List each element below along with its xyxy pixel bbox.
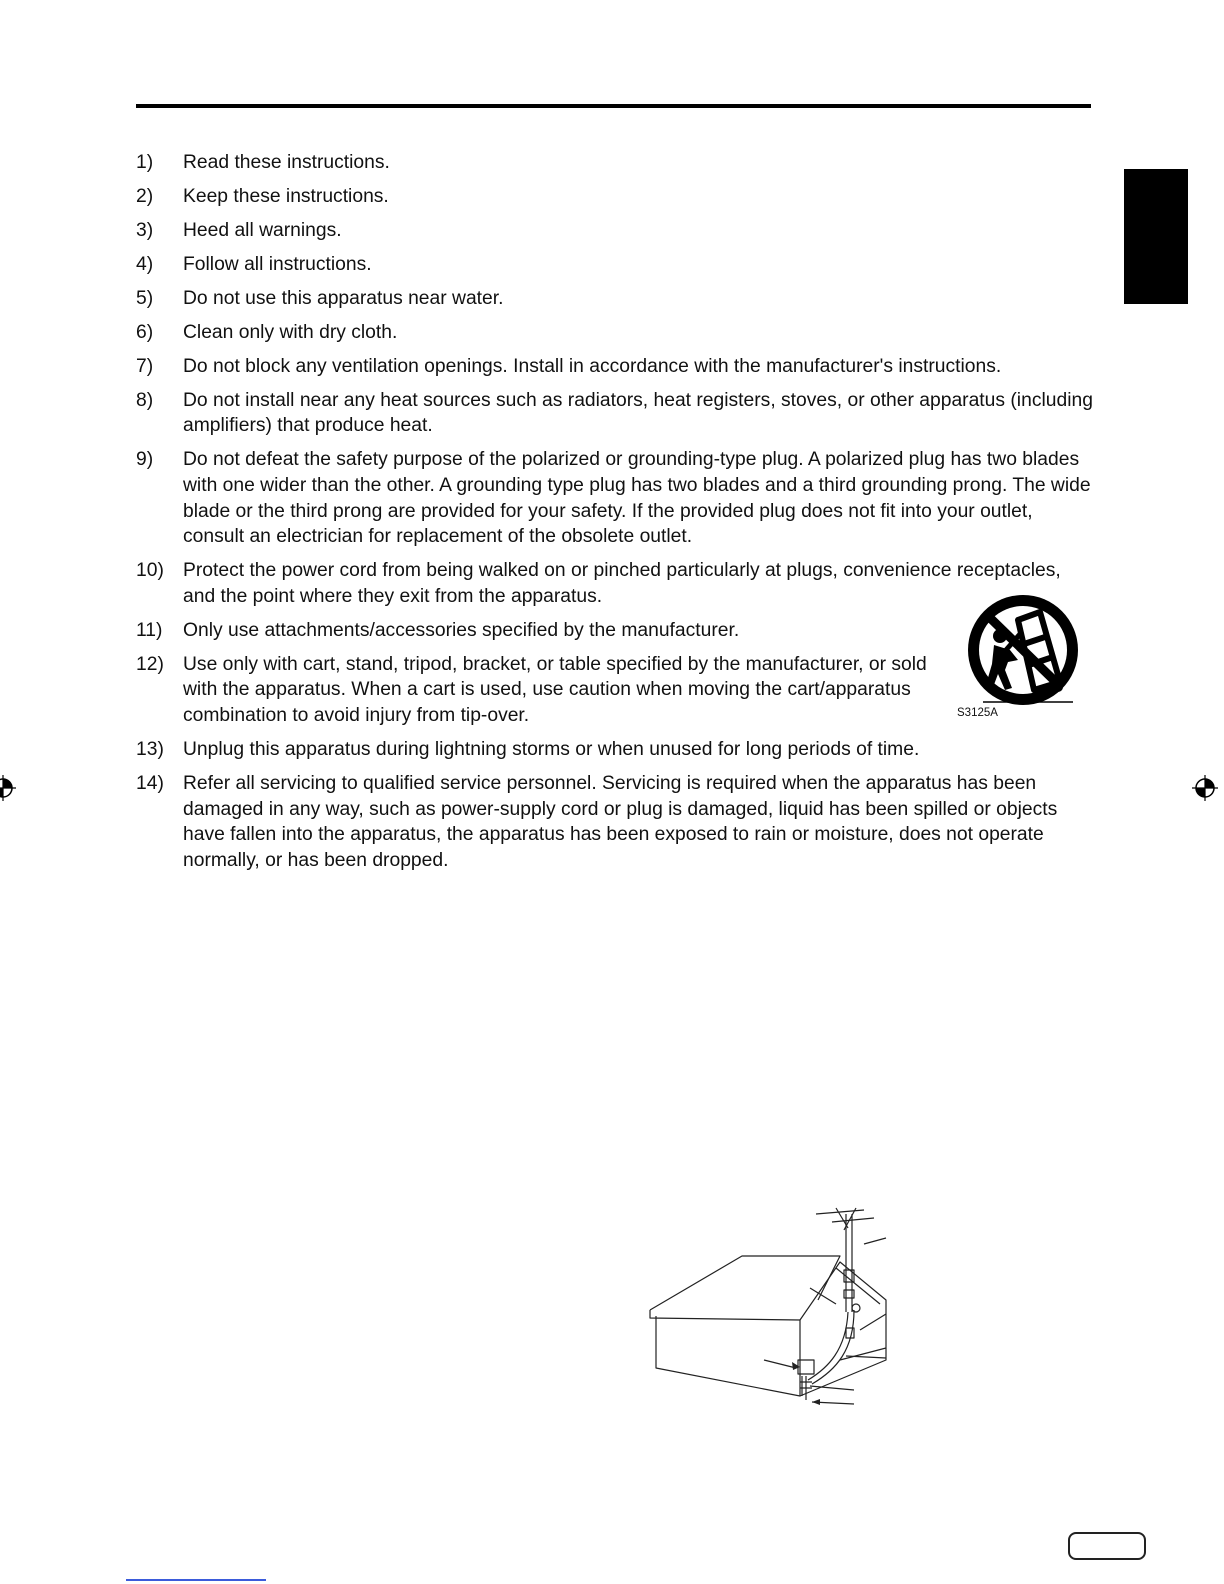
instruction-number: 4) [136, 253, 154, 275]
instruction-text: Keep these instructions. [183, 185, 389, 207]
language-side-tab [1124, 169, 1188, 304]
instruction-text: Use only with cart, stand, tripod, bracket, or table specified by the manufacturer, or sold with the apparatus. When a cart is used, use caution when moving the cart/apparatus combination to avoid injury from tip-over. [183, 653, 927, 726]
instruction-item [136, 252, 1096, 278]
instruction-item [136, 447, 1096, 549]
antenna-grounding-diagram-icon [640, 1200, 900, 1420]
instruction-item [136, 184, 1096, 210]
instruction-text: Unplug this apparatus during lightning storms or when unused for long periods of time. [183, 738, 920, 760]
instruction-text: Refer all servicing to qualified service personnel. Servicing is required when the apparatus has been damaged in any way, such as power-supply cord or plug is damaged, liquid has been spilled or objects have fallen into the apparatus, the apparatus has been exposed to rain or moisture, does not operate normally, or has been dropped. [183, 772, 1058, 871]
instruction-text: Clean only with dry cloth. [183, 321, 398, 343]
instruction-text: Do not install near any heat sources such as radiators, heat registers, stoves, or other apparatus (including amplifiers) that produce heat. [183, 389, 1093, 437]
instruction-number: 2) [136, 185, 154, 207]
instruction-number: 11) [136, 619, 163, 641]
instruction-item [136, 320, 1096, 346]
crosshair-registration-icon [0, 775, 16, 801]
instruction-text: Protect the power cord from being walked on or pinched particularly at plugs, convenience receptacles, and the point where they exit from the apparatus. [183, 560, 1061, 607]
instruction-item [136, 354, 1096, 380]
cart-tip-over-warning-icon [948, 590, 1088, 725]
instruction-item [136, 771, 1096, 873]
instruction-item [136, 388, 1096, 439]
instruction-number: 7) [136, 355, 154, 377]
instruction-number: 1) [136, 152, 154, 173]
instruction-text: Do not use this apparatus near water. [183, 287, 504, 309]
safety-instructions-list [136, 150, 1096, 882]
crosshair-registration-icon [1192, 775, 1218, 801]
instruction-number: 3) [136, 219, 154, 241]
cart-warning-code: S3125A [957, 707, 998, 719]
instruction-number: 9) [136, 449, 154, 471]
instruction-number: 13) [136, 738, 164, 760]
instruction-number: 8) [136, 389, 154, 411]
instruction-text: Read these instructions. [183, 152, 390, 173]
instruction-number: 14) [136, 772, 164, 794]
instruction-item [136, 737, 1096, 763]
instruction-text: Follow all instructions. [183, 253, 372, 275]
instruction-item [136, 150, 1096, 176]
instruction-text: Do not block any ventilation openings. Install in accordance with the manufacturer's instructions. [183, 355, 1002, 377]
instruction-text: Do not defeat the safety purpose of the polarized or grounding-type plug. A polarized plug has two blades with one wider than the other. A grounding type plug has two blades and a third grounding prong. The wide blade or the third prong are provided for your safety. If the provided plug does not fit into your outlet, consult an electrician for replacement of the obsolete outlet. [183, 449, 1091, 548]
top-rule [136, 104, 1091, 108]
instruction-number: 12) [136, 653, 164, 675]
page-number-badge [1068, 1532, 1146, 1560]
instruction-number: 6) [136, 321, 154, 343]
instruction-item [136, 286, 1096, 312]
instruction-item [136, 218, 1096, 244]
instruction-number: 10) [136, 560, 164, 582]
footer-link-underline [126, 1579, 266, 1581]
instruction-number: 5) [136, 287, 154, 309]
instruction-text: Only use attachments/accessories specified by the manufacturer. [183, 619, 740, 641]
instruction-text: Heed all warnings. [183, 219, 342, 241]
